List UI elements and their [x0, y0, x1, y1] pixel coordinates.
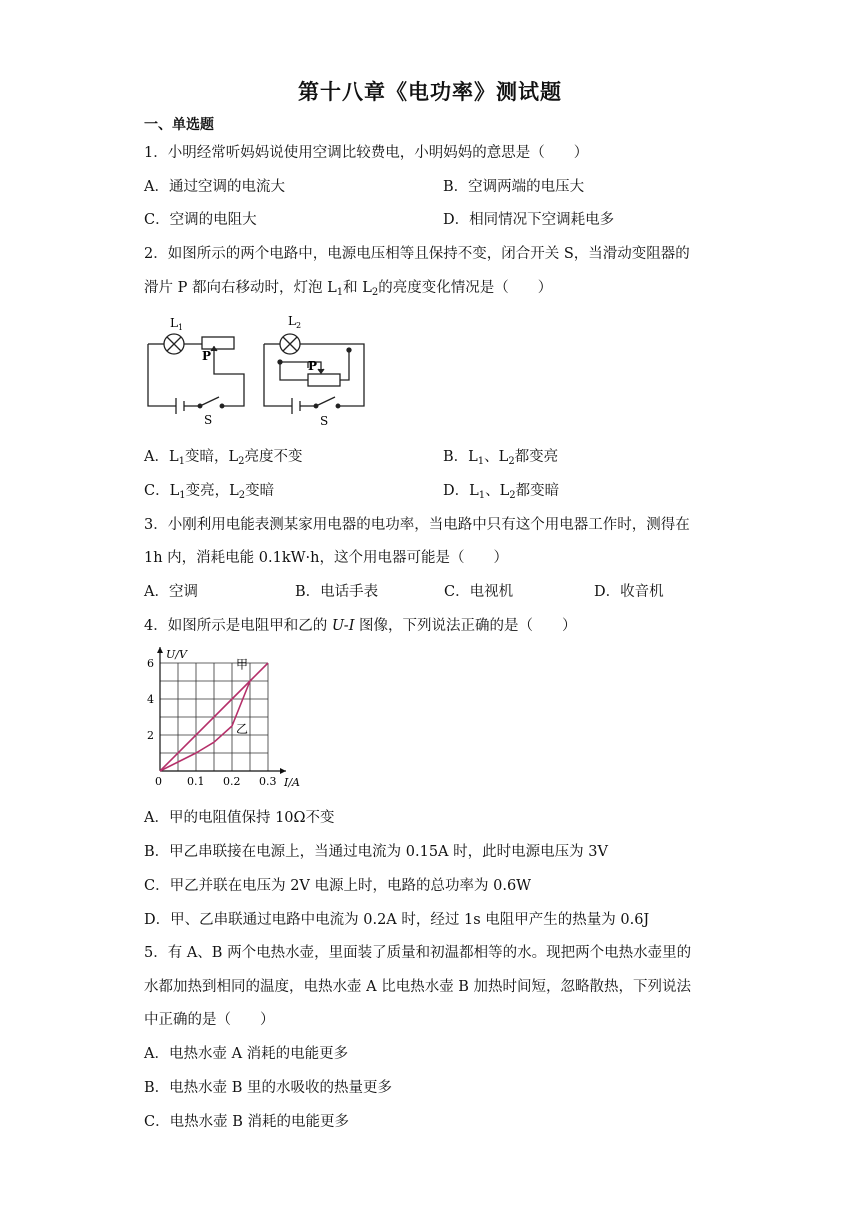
q1-option-b: B．空调两端的电压大	[443, 179, 585, 195]
q3-option-c: C．电视机	[444, 584, 514, 600]
q4-ui-graph	[140, 643, 300, 793]
y-axis-arrow-icon	[157, 647, 163, 653]
q4-option-d: D．甲、乙串联通过电路中电流为 0.2A 时，经过 1s 电阻甲产生的热量为 0.6J	[144, 912, 650, 928]
q4-stem: 4．如图所示是电阻甲和乙的 U-I 图像，下列说法正确的是（ ）	[144, 618, 577, 634]
battery-icon	[292, 398, 300, 414]
q5-stem-line1: 5．有 A、B 两个电热水壶，里面装了质量和初温都相等的水。现把两个电热水壶里的	[144, 945, 692, 961]
q3-option-d: D．收音机	[594, 584, 664, 600]
q1-option-a: A．通过空调的电流大	[144, 179, 285, 195]
slider2-label: P	[308, 359, 318, 373]
origin-label: 0	[155, 775, 162, 788]
x-axis-label: I/A	[284, 776, 300, 789]
rheostat-icon	[202, 337, 234, 349]
q2-option-b: B．$L_1$、$L_2$都变亮	[443, 449, 559, 467]
q5-option-c: C．电热水壶 B 消耗的电能更多	[144, 1114, 349, 1130]
x-tick-label: 0.2	[223, 775, 241, 788]
switch1-label: S	[204, 413, 213, 427]
q2-circuit-diagrams	[140, 310, 380, 430]
y-tick-label: 2	[147, 729, 154, 742]
switch2-label: S	[320, 414, 329, 428]
q5-stem-line3: 中正确的是（ ）	[144, 1012, 275, 1028]
q2-option-a: A．$L_1$变暗，$L_2$亮度不变	[144, 449, 303, 467]
lamp1-label: $L_1$	[170, 316, 184, 332]
q3-stem-line2: 1h 内，消耗电能 0.1kW·h，这个用电器可能是（ ）	[144, 550, 508, 566]
x-tick-label: 0.1	[187, 775, 205, 788]
q3-option-b: B．电话手表	[295, 584, 379, 600]
q1-stem: 1．小明经常听妈妈说使用空调比较费电，小明妈妈的意思是（ ）	[144, 145, 589, 161]
q2-option-c: C．$L_1$变亮，$L_2$变暗	[144, 483, 275, 501]
switch-icon	[316, 397, 335, 406]
q2-stem-line1: 2．如图所示的两个电路中，电源电压相等且保持不变，闭合开关 S，当滑动变阻器的	[144, 246, 690, 262]
q4-option-a: A．甲的电阻值保持 10Ω不变	[144, 810, 335, 826]
slider1-label: P	[202, 349, 212, 363]
series-line-1-extension	[250, 663, 268, 681]
series-label-1: 甲	[236, 657, 249, 672]
q3-option-a: A．空调	[144, 584, 198, 600]
switch-icon	[200, 397, 219, 406]
q5-stem-line2: 水都加热到相同的温度，电热水壶 A 比电热水壶 B 加热时间短，忽略散热，下列说法	[144, 979, 692, 995]
battery-icon	[176, 398, 184, 414]
y-tick-label: 4	[147, 693, 154, 706]
lamp2-label: $L_2$	[288, 314, 302, 330]
q3-stem-line1: 3．小刚利用电能表测某家用电器的电功率，当电路中只有这个用电器工作时，测得在	[144, 517, 690, 533]
series-label-2: 乙	[236, 722, 249, 737]
x-axis-arrow-icon	[280, 768, 286, 774]
q2-stem-line2: 滑片 P 都向右移动时，灯泡 $L_1$和 $L_2$的亮度变化情况是（ ）	[144, 280, 553, 298]
circuit-2	[264, 334, 364, 414]
q4-option-c: C．甲乙并联在电压为 2V 电源上时，电路的总功率为 0.6W	[144, 878, 532, 894]
rheostat-icon	[308, 374, 340, 386]
y-tick-label: 6	[147, 657, 154, 670]
q1-option-d: D．相同情况下空调耗电多	[443, 212, 615, 228]
q1-option-c: C．空调的电阻大	[144, 212, 257, 228]
y-axis-label: U/V	[166, 648, 187, 661]
section-heading: 一、单选题	[144, 117, 214, 133]
circuit-1	[148, 334, 244, 414]
x-tick-label: 0.3	[259, 775, 277, 788]
q5-option-a: A．电热水壶 A 消耗的电能更多	[144, 1046, 349, 1062]
page-title: 第十八章《电功率》测试题	[298, 79, 562, 104]
q4-option-b: B．甲乙串联接在电源上，当通过电流为 0.15A 时，此时电源电压为 3V	[144, 844, 608, 860]
q2-option-d: D．$L_1$、$L_2$都变暗	[443, 483, 560, 501]
q5-option-b: B．电热水壶 B 里的水吸收的热量更多	[144, 1080, 393, 1096]
